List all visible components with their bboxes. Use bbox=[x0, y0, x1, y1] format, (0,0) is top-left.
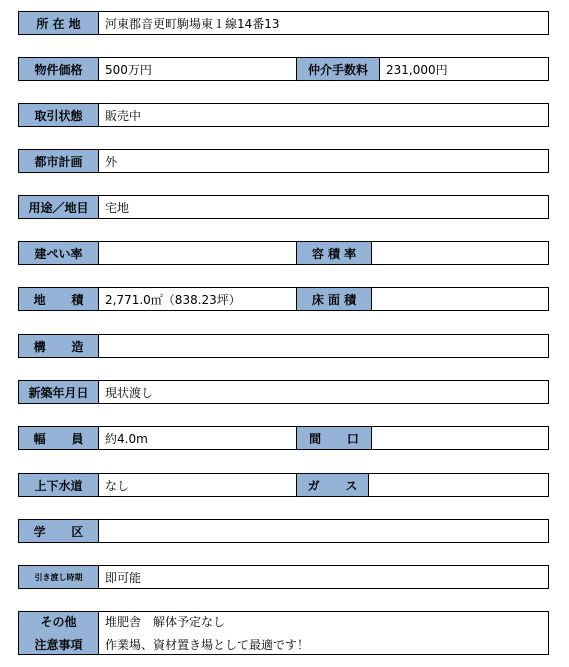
floor-area-value bbox=[372, 288, 548, 310]
city-plan-value: 外 bbox=[105, 154, 118, 169]
coverage-value bbox=[99, 242, 296, 264]
notes-line1: 堆肥舎 解体予定なし bbox=[105, 615, 226, 629]
city-plan-row bbox=[18, 149, 549, 173]
price-value: 500万円 bbox=[105, 62, 152, 77]
brokerage-fee-label: 仲介手数料 bbox=[296, 58, 380, 80]
school-district-label: 学 区 bbox=[19, 520, 99, 542]
status-label: 取引状態 bbox=[19, 104, 99, 126]
land-area-label: 地 積 bbox=[19, 288, 99, 310]
location-value: 河東郡音更町駒場東１線14番13 bbox=[105, 16, 280, 31]
land-use-value: 宅地 bbox=[105, 200, 130, 215]
water-value: なし bbox=[105, 478, 130, 493]
land-area-value: 2,771.0㎡（838.23坪） bbox=[105, 292, 241, 307]
floor-area-label: 床 面 積 bbox=[296, 288, 372, 310]
coverage-row bbox=[18, 241, 549, 265]
price-row bbox=[18, 57, 549, 81]
price-label: 物件価格 bbox=[19, 58, 99, 80]
built-date-row bbox=[18, 380, 549, 404]
water-label: 上下水道 bbox=[19, 474, 99, 496]
notes-line2: 作業場、資材置き場として最適です！ bbox=[105, 638, 310, 652]
status-value: 販売中 bbox=[105, 108, 142, 123]
coverage-label: 建ぺい率 bbox=[19, 242, 99, 264]
structure-row bbox=[18, 334, 549, 358]
water-row bbox=[18, 473, 549, 497]
frontage-value bbox=[372, 427, 548, 449]
notes-row bbox=[18, 611, 549, 655]
floor-area-ratio-label: 容 積 率 bbox=[296, 242, 372, 264]
school-district-value bbox=[99, 520, 548, 542]
handover-label: 引き渡し時期 bbox=[19, 566, 99, 588]
handover-value: 即可能 bbox=[105, 570, 142, 585]
notes-label-line2: 注意事項 bbox=[34, 638, 83, 652]
location-row bbox=[18, 11, 549, 35]
city-plan-label: 都市計画 bbox=[19, 150, 99, 172]
structure-value bbox=[99, 335, 548, 357]
floor-area-ratio-value bbox=[372, 242, 548, 264]
land-use-label: 用途／地目 bbox=[19, 196, 99, 218]
road-width-label: 幅 員 bbox=[19, 427, 99, 449]
built-date-value: 現状渡し bbox=[105, 385, 154, 400]
land-area-row bbox=[18, 287, 549, 311]
built-date-label: 新築年月日 bbox=[19, 381, 99, 403]
gas-label: ガ ス bbox=[296, 474, 369, 496]
status-row bbox=[18, 103, 549, 127]
notes-label bbox=[19, 612, 99, 654]
road-width-row bbox=[18, 426, 549, 450]
location-label: 所 在 地 bbox=[19, 12, 99, 34]
structure-label: 構 造 bbox=[19, 335, 99, 357]
notes-label-line1: その他 bbox=[40, 615, 77, 629]
notes-value bbox=[99, 612, 548, 654]
school-district-row bbox=[18, 519, 549, 543]
gas-value bbox=[369, 474, 548, 496]
road-width-value: 約4.0m bbox=[105, 431, 148, 446]
handover-row bbox=[18, 565, 549, 589]
brokerage-fee-value: 231,000円 bbox=[386, 62, 448, 77]
land-use-row bbox=[18, 195, 549, 219]
frontage-label: 間 口 bbox=[296, 427, 372, 449]
